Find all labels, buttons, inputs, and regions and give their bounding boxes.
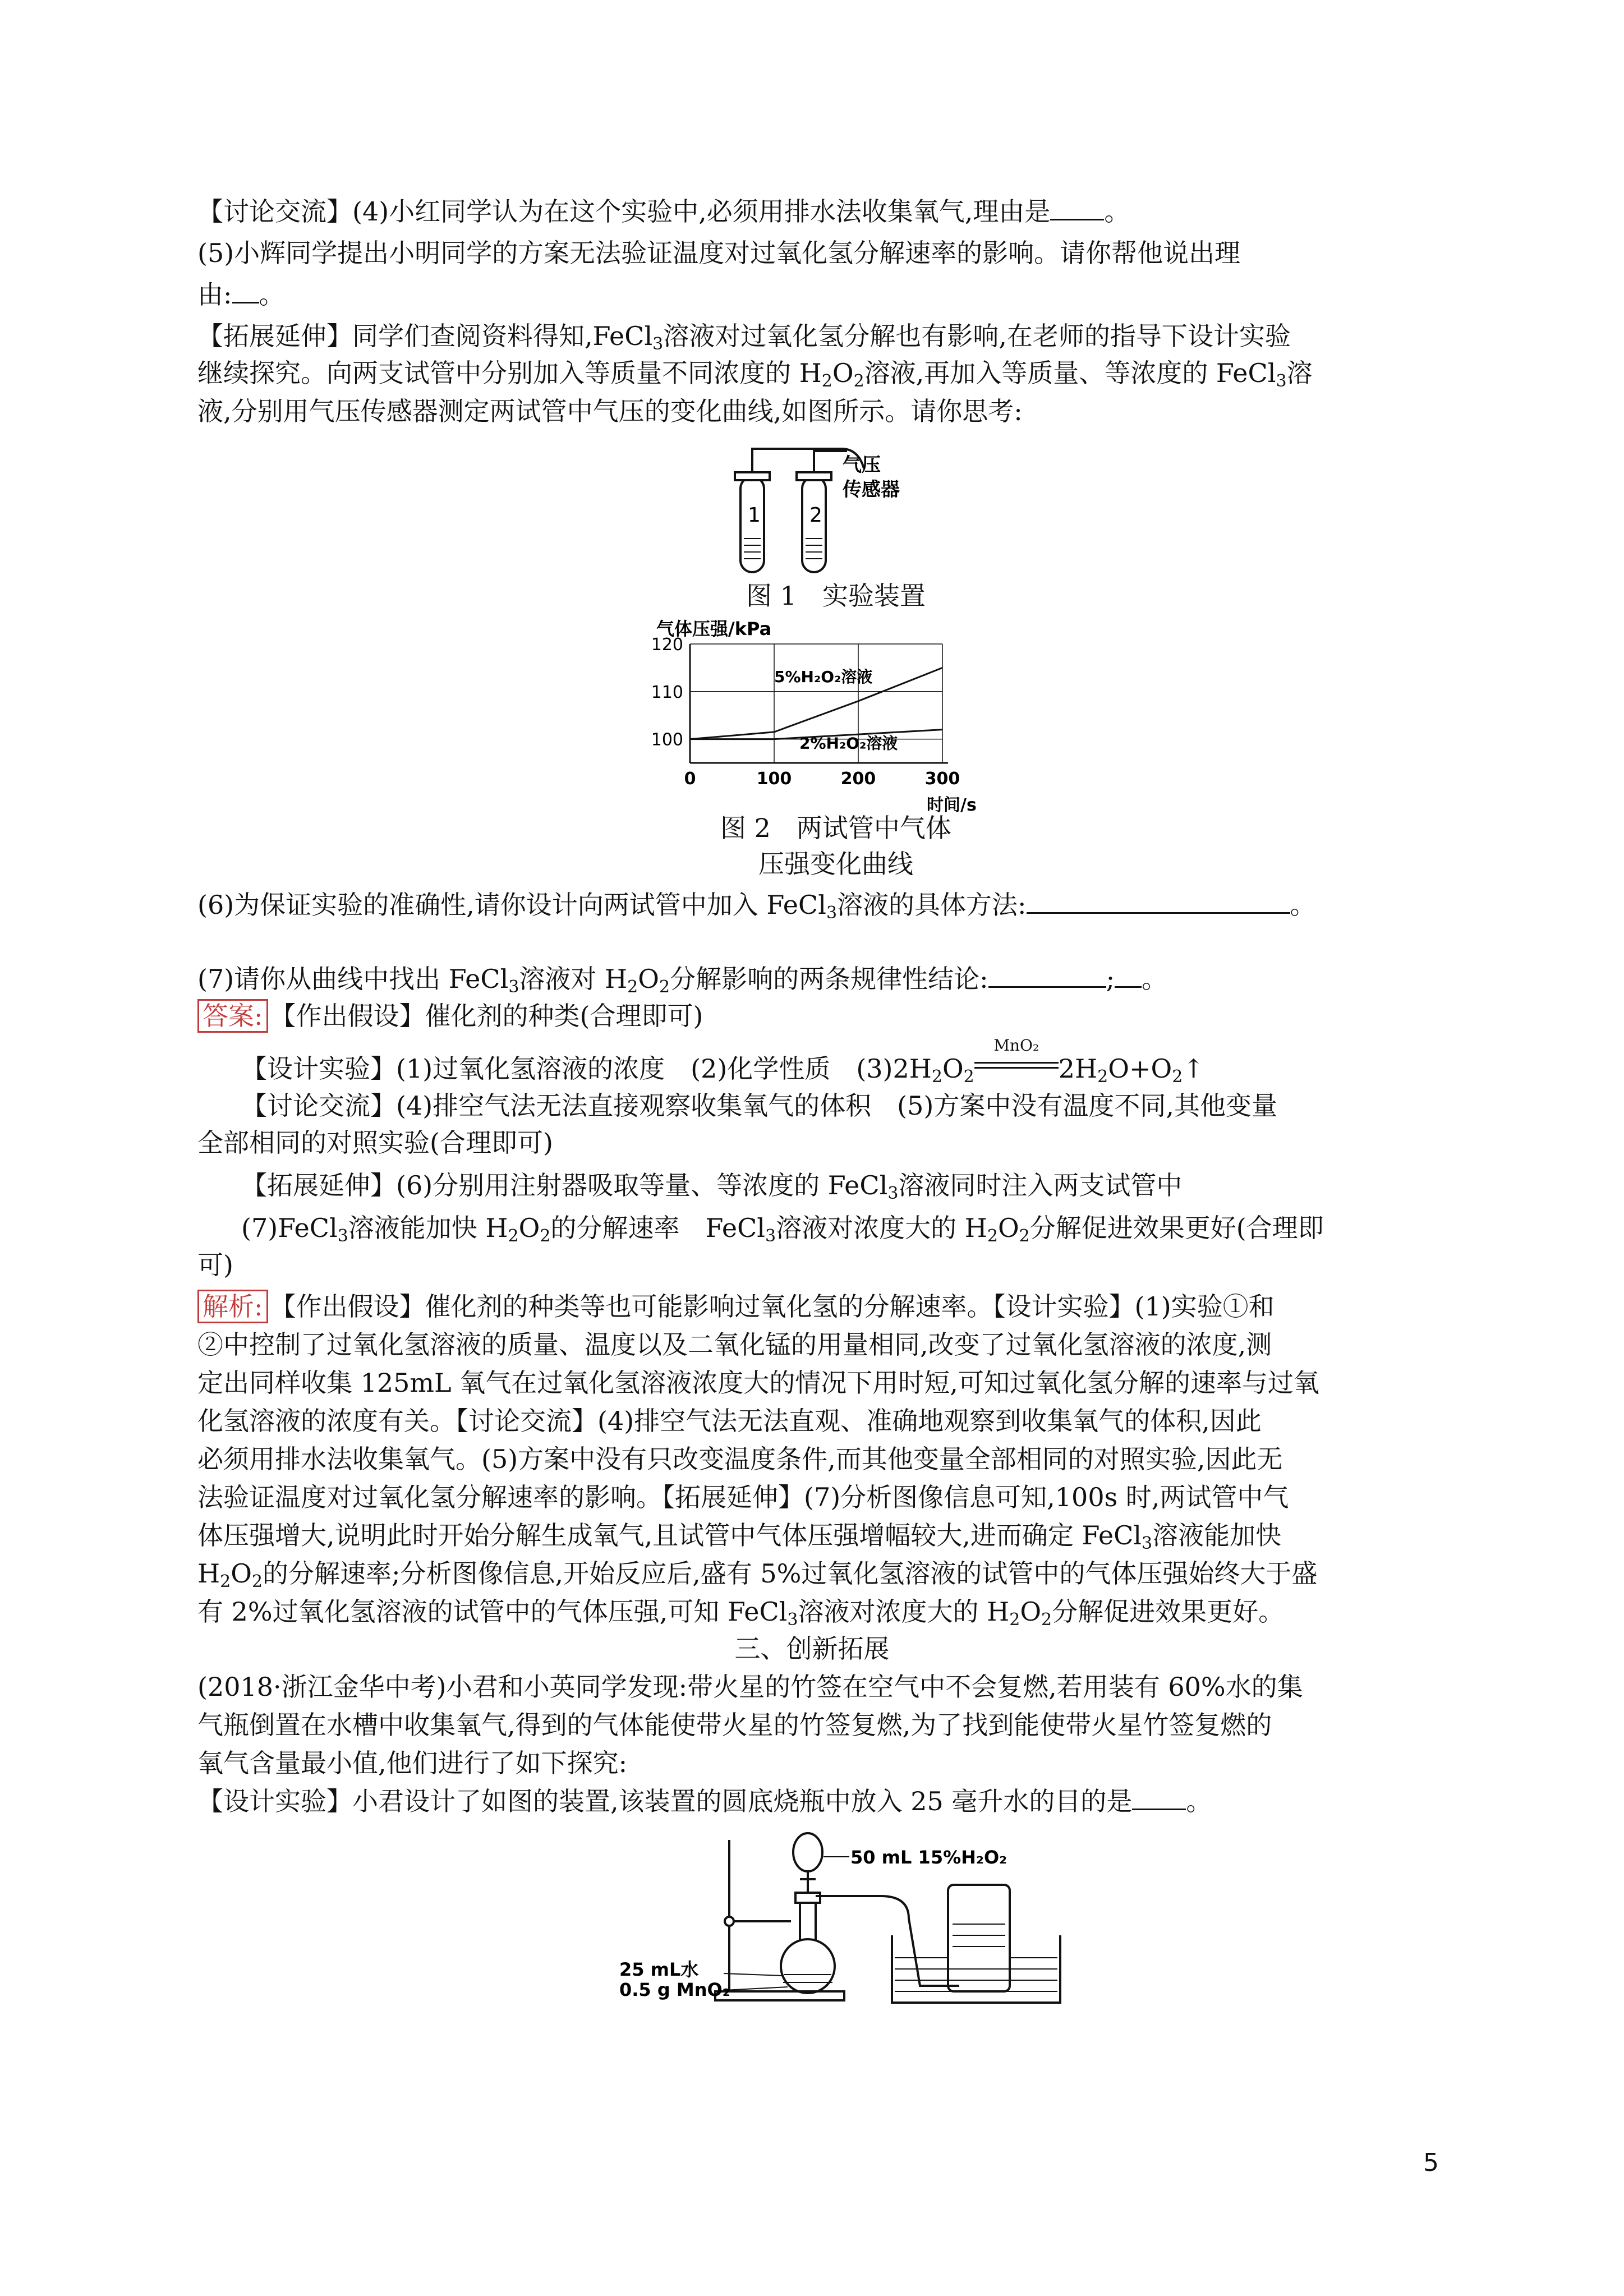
water-label: 25 mL水 [619,1959,699,1980]
chart-y-axis-label: 气体压强/kPa [656,618,772,639]
chart-x-tick-label: 300 [924,769,960,789]
innovation-line-2: 气瓶倒置在水槽中收集氧气,得到的气体能使带火星的竹签复燃,为了找到能使带火星竹签复燃的 [197,1710,1272,1740]
question-5-line-2: 由: 。 [197,276,285,313]
answer-line-1: 答案: 【作出假设】催化剂的种类(合理即可) [197,997,703,1034]
extension-line-1: 【拓展延伸】同学们查阅资料得知,FeCl$_3$溶液对过氧化氢分解也有影响,在老师的指导下设计实验 [197,321,1291,354]
delivery-tube [816,1896,959,1986]
chart-x-tick-label: 200 [840,769,876,789]
figure-2-caption-1: 图 2 两试管中气体 [720,813,951,843]
answer-blank-6[interactable] [1027,886,1290,914]
answer-tag: 答案: [197,999,268,1033]
extension-line-3: 液,分别用气压传感器测定两试管中气压的变化曲线,如图所示。请你思考: [197,396,1023,426]
answer-blank-4[interactable] [1050,193,1104,220]
chart-x-tick-label: 0 [684,769,696,789]
page-number: 5 [1423,2148,1439,2177]
sensor-label-2: 传感器 [843,478,900,501]
catalyst-label: MnO₂ [993,1036,1039,1055]
analysis-tag: 解析: [197,1290,268,1323]
tube-2-label: 2 [809,504,822,527]
stand-base [715,1991,844,2000]
chart-y-tick-label: 110 [651,682,683,702]
sensor-label-1: 气压 [843,454,881,476]
chart-series-label: 2%H₂O₂溶液 [799,734,898,753]
chart-series-label: 5%H₂O₂溶液 [774,667,873,686]
figure-1-apparatus [718,438,954,583]
figure-2-caption-2: 压强变化曲线 [758,849,913,879]
mno2-label: 0.5 g MnO₂ [619,1979,730,2000]
answer-blank-5[interactable] [232,276,259,303]
figure-1-caption: 图 1 实验装置 [746,581,926,611]
question-7-line: (7)请你从曲线中找出 FeCl$_3$溶液对 $H_2O_2$分解影响的两条规律性结论: ; 。 [197,960,1167,997]
h2o2-label: 50 mL 15%H₂O₂ [850,1847,1007,1868]
answer-blank-innovation[interactable] [1132,1783,1186,1810]
analysis-line-7: 体压强增大,说明此时开始分解生成氧气,且试管中气体压强增幅较大,进而确定 FeCl$_3$溶液能加快 [197,1520,1282,1553]
answer-line-3: 【讨论交流】(4)排空气法无法直接观察收集氧气的体积 (5)方案中没有温度不同,其他变量 [241,1091,1277,1121]
innovation-line-3: 氧气含量最小值,他们进行了如下探究: [197,1748,628,1778]
analysis-line-1: 解析: 【作出假设】催化剂的种类等也可能影响过氧化氢的分解速率。【设计实验】(1)实验①和 [197,1288,1275,1325]
stopper-1 [735,472,770,480]
analysis-line-2: ②中控制了过氧化氢溶液的质量、温度以及二氧化锰的用量相同,改变了过氧化氢溶液的浓度,测 [197,1329,1272,1360]
analysis-line-5: 必须用排水法收集氧气。(5)方案中没有只改变温度条件,而其他变量全部相同的对照实验,因此无 [197,1444,1283,1474]
answer-line-6: (7)FeCl$_3$溶液能加快 $H_2O_2$的分解速率 FeCl$_3$溶液对浓度大的 $H_2O_2$分解促进效果更好(合理即 [241,1213,1324,1246]
analysis-line-4: 化氢溶液的浓度有关。【讨论交流】(4)排空气法无法直观、准确地观察到收集氧气的体积,因此 [197,1406,1262,1436]
analysis-line-3: 定出同样收集 125mL 氧气在过氧化氢溶液浓度大的情况下用时短,可知过氧化氢分解的速率与过氧 [197,1368,1319,1398]
extension-line-2: 继续探究。向两支试管中分别加入等质量不同浓度的 $H_2O_2$溶液,再加入等质量、等浓度的 FeCl$_3$溶 [197,358,1313,391]
analysis-line-6: 法验证温度对过氧化氢分解速率的影响。【拓展延伸】(7)分析图像信息可知,100s 时,两试管中气 [197,1482,1289,1512]
section-heading: 三、创新拓展 [734,1634,890,1664]
tube-1-label: 1 [748,504,761,527]
chart-x-tick-label: 100 [756,769,792,789]
innovation-line-4: 【设计实验】小君设计了如图的装置,该装置的圆底烧瓶中放入 25 毫升水的目的是 。 [197,1783,1212,1820]
stopper-2 [797,472,831,480]
answer-line-5: 【拓展延伸】(6)分别用注射器吸取等量、等浓度的 FeCl$_3$溶液同时注入两支试管中 [241,1170,1183,1203]
round-bottom-flask [781,1939,835,1993]
analysis-line-8: $H_2O_2$的分解速率;分析图像信息,开始反应后,盛有 5%过氧化氢溶液的试管中的气体压强始终大于盛 [197,1558,1318,1591]
reaction-equals-sign [974,1062,1059,1069]
answer-line-2: 【设计实验】(1)过氧化氢溶液的浓度 (2)化学性质 $(3)2H_2O_2$ MnO₂ $2H_2O+O_2↑$ [241,1036,1204,1087]
gas-collecting-bottle [948,1885,1010,1991]
innovation-line-1: (2018·浙江金华中考)小君和小英同学发现:带火星的竹签在空气中不会复燃,若用装有 60%水的集 [197,1672,1303,1702]
answer-blank-7b[interactable] [1115,960,1142,988]
figure-3-apparatus [617,1823,1077,2008]
chart-y-tick-label: 100 [651,730,683,750]
chart-y-tick-label: 120 [651,635,683,655]
question-5-line: (5)小辉同学提出小明同学的方案无法验证温度对过氧化氢分解速率的影响。请你帮他说出理 [197,238,1241,268]
answer-line-7: 可) [197,1250,233,1280]
question-4-line: 【讨论交流】(4)小红同学认为在这个实验中,必须用排水法收集氧气,理由是 。 [197,193,1130,230]
question-6-line: (6)为保证实验的准确性,请你设计向两试管中加入 FeCl$_3$溶液的具体方法: 。 [197,886,1316,923]
answer-line-4: 全部相同的对照实验(合理即可) [197,1128,553,1158]
analysis-line-9: 有 2%过氧化氢溶液的试管中的气体压强,可知 FeCl$_3$溶液对浓度大的 $H_2O_2$分解促进效果更好。 [197,1596,1285,1630]
chart-x-axis-label: 时间/s [927,795,977,813]
separatory-funnel [793,1833,822,1871]
figure-2-chart [640,617,999,813]
answer-blank-7a[interactable] [988,960,1106,988]
flask-stopper [795,1893,820,1903]
